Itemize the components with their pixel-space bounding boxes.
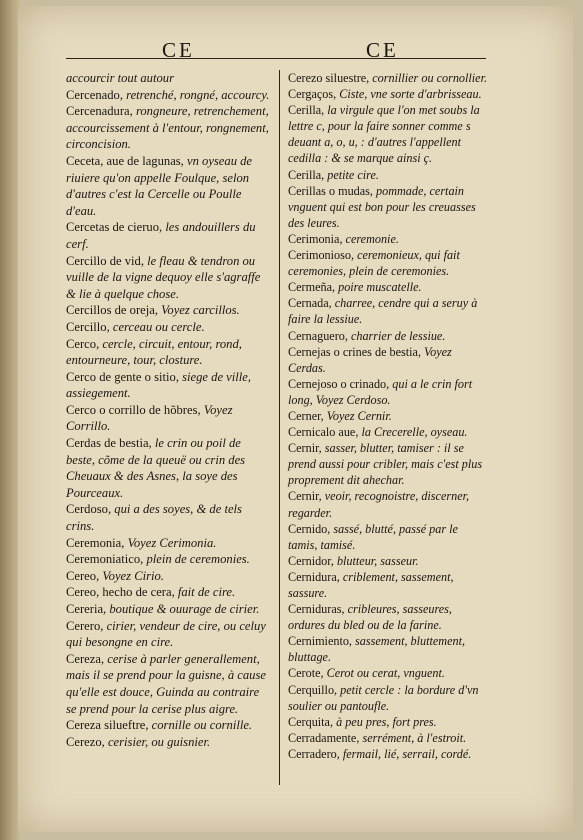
- dictionary-entry: [66, 153, 272, 219]
- dictionary-entry: [288, 730, 488, 746]
- entry-headword: Cerdas de bestia,: [66, 436, 155, 451]
- entry-headword: Cercillo,: [66, 319, 113, 334]
- entry-headword: Cerco o corrillo de hõbres,: [66, 402, 204, 417]
- entry-headword: Cerezo,: [66, 734, 108, 749]
- dictionary-entry: [288, 344, 488, 376]
- dictionary-entry: [66, 219, 272, 252]
- entry-definition: les andouillers du cerf.: [66, 220, 256, 251]
- entry-headword: Cerilla,: [288, 103, 328, 118]
- entry-headword: Cerquita,: [288, 714, 337, 729]
- dictionary-entry: [66, 717, 272, 734]
- dictionary-entry: [66, 651, 272, 717]
- entry-definition: ceremonie.: [345, 231, 399, 246]
- entry-headword: Cerimonia,: [288, 231, 346, 246]
- entry-headword: Cernaguero,: [288, 328, 351, 343]
- dictionary-entry: [288, 279, 488, 295]
- entry-definition: sassé, blutté, passé par le tamis, tamisé.: [288, 521, 458, 552]
- header-rule: [66, 58, 486, 59]
- entry-definition: cornille ou cornille.: [151, 718, 253, 733]
- entry-definition: plein de ceremonies.: [146, 552, 250, 567]
- dictionary-entry: [288, 553, 488, 569]
- dictionary-entry: [66, 336, 272, 369]
- entry-headword: Cerote,: [288, 666, 327, 681]
- dictionary-entry: [66, 734, 272, 751]
- entry-definition: criblement, sassement, sassure.: [288, 569, 454, 600]
- dictionary-entry: [66, 302, 272, 319]
- entry-definition: cerise à parler generallement, mais il se prend pour la guisne, à cause qu'elle est douce, Guinda au contraire se prend pour la cerise plus aigre.: [66, 651, 266, 716]
- entry-headword: Ceceta, aue de lagunas,: [66, 153, 187, 168]
- entry-headword: Cernimiento,: [288, 634, 356, 649]
- entry-definition: Voyez Cernir.: [326, 408, 392, 423]
- entry-headword: Cernejoso o crinado,: [288, 376, 393, 391]
- entry-definition: accourcir tout autour: [66, 71, 174, 85]
- entry-definition: cercle, circuit, entour, rond, entourneure, tour, closture.: [66, 336, 242, 368]
- dictionary-entry: [66, 87, 272, 104]
- entry-headword: Cergaços,: [288, 87, 340, 102]
- dictionary-entry: [288, 408, 488, 424]
- entry-definition: veoir, recognoistre, discerner, regarder.: [288, 489, 470, 520]
- dictionary-entry: [288, 376, 488, 408]
- entry-definition: la Crecerelle, oyseau.: [361, 425, 468, 440]
- dictionary-entry: [288, 488, 488, 520]
- entry-headword: Cernir,: [288, 441, 325, 456]
- entry-definition: retrenché, rongné, accourcy.: [126, 87, 270, 102]
- entry-headword: Cercillos de oreja,: [66, 303, 162, 318]
- dictionary-entry: [288, 601, 488, 633]
- dictionary-entry: [288, 86, 488, 102]
- dictionary-entry: [288, 167, 488, 183]
- entry-definition: sasser, blutter, tamiser : il se prend aussi pour cribler, mais c'est plus proprement dit ahechar.: [288, 441, 483, 488]
- entry-definition: vn oyseau de riuiere qu'on appelle Foulque, selon d'autres c'est la Cercelle ou Poulle d'eau.: [66, 153, 253, 218]
- entry-headword: Cereo, hecho de cera,: [66, 585, 178, 600]
- dictionary-entry: [288, 440, 488, 488]
- entry-definition: ceremonieux, qui fait ceremonies, plein de ceremonies.: [288, 248, 460, 279]
- entry-headword: Cerniduras,: [288, 602, 348, 617]
- dictionary-entry: [288, 70, 488, 86]
- entry-definition: boutique & ouurage de cirier.: [109, 602, 260, 616]
- entry-headword: Cerillas o mudas,: [288, 183, 377, 198]
- entry-headword: Cereza silueftre,: [66, 718, 152, 733]
- entry-headword: Cerquillo,: [288, 682, 341, 697]
- dictionary-entry: [288, 183, 488, 231]
- entry-definition: cerceau ou cercle.: [112, 319, 205, 334]
- entry-headword: Cercenado,: [66, 87, 127, 102]
- entry-definition: charrier de lessiue.: [350, 328, 446, 343]
- entry-definition: Voyez Cerimonia.: [127, 535, 217, 550]
- entry-headword: Cerimonioso,: [288, 248, 358, 263]
- entry-definition: le fleau & tendron ou vuille de la vigne dequoy elle s'agraffe & lie à quelque chose.: [66, 253, 261, 301]
- entry-definition: pommade, certain vnguent qui est bon pour les creuasses des leures.: [288, 183, 476, 230]
- entry-headword: Cereo,: [66, 568, 103, 583]
- entry-definition: cribleures, sasseures, ordures du bled ou de la farine.: [288, 602, 452, 633]
- dictionary-entry: [66, 584, 272, 601]
- dictionary-entry: [288, 102, 488, 166]
- dictionary-entry: [288, 569, 488, 601]
- dictionary-entry: [66, 551, 272, 568]
- entry-definition: rongneure, retrenchement, accourcissement à l'entour, rongnement, circoncision.: [66, 104, 269, 152]
- dictionary-entry: [288, 424, 488, 440]
- entry-headword: Cerezo siluestre,: [288, 71, 373, 85]
- entry-headword: Cermeña,: [288, 280, 339, 295]
- entry-headword: Cercetas de cieruo,: [66, 220, 166, 235]
- entry-definition: Voyez Corrillo.: [66, 402, 233, 434]
- entry-definition: Ciste, vne sorte d'arbrisseau.: [339, 87, 482, 102]
- dictionary-entry: [66, 601, 272, 618]
- dictionary-entry: [288, 247, 488, 279]
- dictionary-entry: [66, 70, 272, 87]
- entry-headword: Cereza,: [66, 651, 108, 666]
- dictionary-entry: [288, 231, 488, 247]
- dictionary-entry: [66, 568, 272, 585]
- entry-definition: petit cercle : la bordure d'vn soulier ou pantoufle.: [288, 682, 479, 713]
- entry-headword: Cernidura,: [288, 569, 343, 584]
- entry-definition: fermail, lié, serrail, cordé.: [342, 746, 472, 761]
- entry-definition: cerisier, ou guisnier.: [107, 734, 211, 749]
- dictionary-entry: [288, 633, 488, 665]
- entry-headword: Cerilla,: [288, 167, 328, 182]
- entry-headword: Cerradero,: [288, 746, 343, 761]
- entry-headword: Cerradamente,: [288, 730, 363, 745]
- dictionary-entry: [66, 535, 272, 552]
- dictionary-entry: [288, 328, 488, 344]
- entry-definition: cirier, vendeur de cire, ou celuy qui besongne en cire.: [66, 618, 266, 650]
- entry-definition: blutteur, sasseur.: [336, 553, 419, 568]
- entry-headword: Cernido,: [288, 521, 334, 536]
- entry-definition: siege de ville, assiegement.: [66, 369, 252, 401]
- dictionary-entry: [66, 103, 272, 153]
- column-divider: [279, 70, 280, 785]
- dictionary-entry: [66, 402, 272, 435]
- left-column: [66, 70, 272, 750]
- entry-headword: Cerner,: [288, 408, 327, 423]
- entry-definition: serrément, à l'estroit.: [362, 730, 467, 745]
- entry-headword: Cerco,: [66, 336, 103, 351]
- entry-definition: à peu pres, fort pres.: [336, 714, 437, 729]
- dictionary-entry: [288, 746, 488, 762]
- dictionary-entry: [66, 369, 272, 402]
- entry-definition: petite cire.: [327, 167, 379, 182]
- entry-definition: Voyez Cerdas.: [288, 344, 452, 375]
- dictionary-entry: [288, 521, 488, 553]
- entry-headword: Ceremonia,: [66, 535, 128, 550]
- entry-headword: Cerero,: [66, 618, 107, 633]
- entry-headword: Cernejas o crines de bestia,: [288, 344, 425, 359]
- entry-definition: Voyez Cirio.: [102, 568, 164, 583]
- entry-definition: qui a le crin fort long, Voyez Cerdoso.: [288, 376, 473, 407]
- dictionary-entry: [66, 435, 272, 501]
- entry-definition: Voyez carcillos.: [161, 303, 240, 318]
- entry-headword: Cereria,: [66, 602, 110, 616]
- dictionary-entry: [288, 295, 488, 327]
- entry-definition: sassement, bluttement, bluttage.: [288, 634, 466, 665]
- entry-definition: fait de cire.: [177, 585, 236, 600]
- entry-headword: Cercillo de vid,: [66, 253, 148, 268]
- entry-definition: qui a des soyes, & de tels crins.: [66, 502, 242, 534]
- entry-headword: Cernicalo aue,: [288, 425, 362, 440]
- running-head-left: CE: [162, 38, 195, 62]
- entry-headword: Cerdoso,: [66, 502, 115, 517]
- entry-headword: Cerco de gente o sitio,: [66, 369, 183, 384]
- dictionary-entry: [66, 319, 272, 336]
- dictionary-entry: [66, 618, 272, 651]
- entry-headword: Cernir,: [288, 489, 325, 504]
- entry-definition: charree, cendre qui a seruy à faire la lessiue.: [288, 296, 478, 327]
- entry-headword: Ceremoniatico,: [66, 552, 147, 567]
- running-head: [0, 38, 583, 60]
- dictionary-entry: [288, 682, 488, 714]
- entry-definition: le crin ou poil de beste, cõme de la queuë ou crin des Cheuaux & des Asnes, la soye des Pourceaux.: [66, 436, 246, 500]
- entry-definition: Cerot ou cerat, vnguent.: [326, 666, 445, 681]
- dictionary-entry: [288, 714, 488, 730]
- dictionary-entry: [288, 665, 488, 681]
- entry-headword: Cernidor,: [288, 553, 337, 568]
- dictionary-entry: [66, 501, 272, 534]
- entry-definition: la virgule que l'on met soubs la lettre c, pour la faire sonner comme s deuant a, o, u, : d'autres l'appellent cedilla : & se marque ainsi ç.: [288, 103, 480, 166]
- entry-definition: cornillier ou cornollier.: [372, 71, 488, 85]
- running-head-right: CE: [366, 38, 399, 62]
- entry-headword: Cercenadura,: [66, 104, 136, 119]
- entry-headword: Cernada,: [288, 296, 335, 311]
- entry-definition: poire muscatelle.: [338, 280, 422, 295]
- dictionary-entry: [66, 253, 272, 303]
- right-column: [288, 70, 488, 762]
